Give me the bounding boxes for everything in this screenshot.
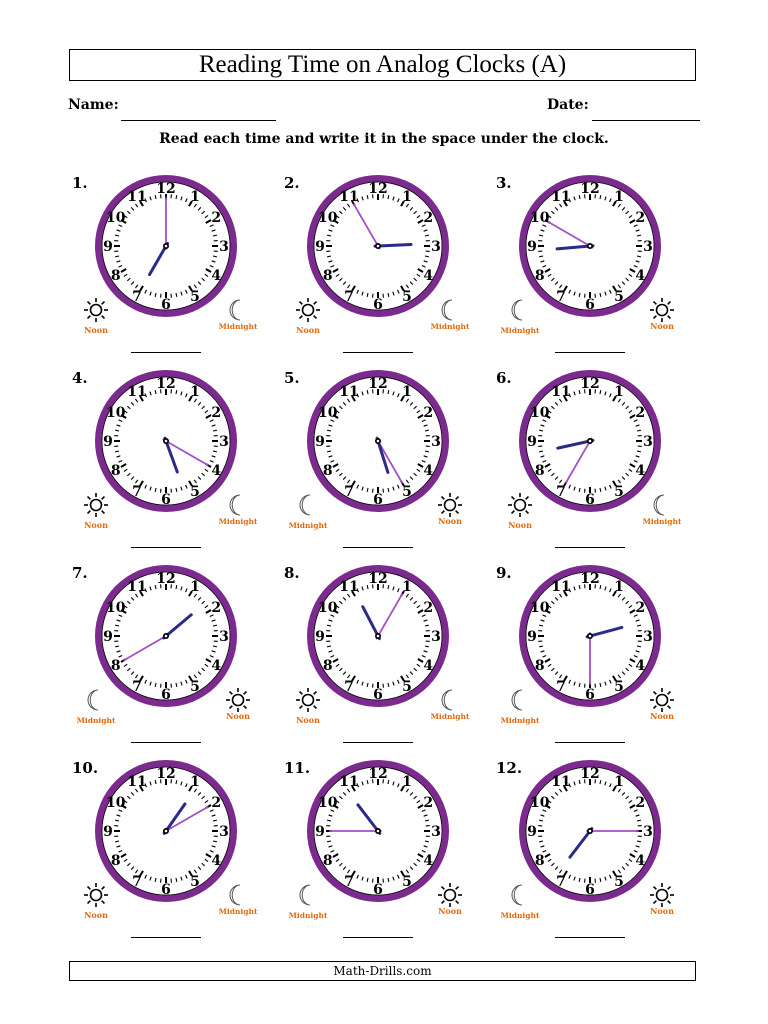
clock-numeral: 6 xyxy=(585,882,595,898)
time-of-day-indicator xyxy=(84,298,108,335)
clock-numeral: 6 xyxy=(373,882,383,898)
clock-numeral: 12 xyxy=(580,571,600,587)
clock-numeral: 6 xyxy=(373,687,383,703)
clock-numeral: 9 xyxy=(527,239,537,255)
clock-numeral: 11 xyxy=(551,188,571,205)
sun-icon xyxy=(438,493,462,517)
clock-numeral: 12 xyxy=(368,376,388,392)
clock-numeral: 11 xyxy=(551,578,571,595)
clock-numeral: 7 xyxy=(344,289,354,306)
clock-numeral: 6 xyxy=(585,297,595,313)
clock-problem xyxy=(280,367,500,562)
clock-numeral: 12 xyxy=(156,571,176,587)
clock-numeral: 5 xyxy=(614,484,624,501)
sun-icon xyxy=(296,688,320,712)
time-of-day-indicator xyxy=(431,300,470,331)
midnight-label: Midnight xyxy=(500,911,540,920)
sun-icon xyxy=(650,883,674,907)
moon-icon xyxy=(512,690,522,710)
clock-numeral: 1 xyxy=(614,773,624,790)
answer-line[interactable] xyxy=(131,352,201,353)
time-of-day-indicator xyxy=(431,690,470,721)
clock-numeral: 6 xyxy=(585,687,595,703)
clock-numeral: 5 xyxy=(402,874,412,891)
clock-numeral: 1 xyxy=(190,188,200,205)
time-of-day-indicator xyxy=(501,885,540,920)
clock-numeral: 7 xyxy=(132,874,142,891)
clock-numeral: 11 xyxy=(127,383,147,400)
clock-numeral: 3 xyxy=(431,629,441,645)
problem-number: 11. xyxy=(284,759,311,777)
analog-clock xyxy=(280,562,500,740)
time-of-day-indicator xyxy=(289,495,328,530)
clock-numeral: 6 xyxy=(373,492,383,508)
clock-numeral: 12 xyxy=(580,376,600,392)
analog-clock xyxy=(68,172,288,350)
analog-clock xyxy=(492,562,712,740)
clock-numeral: 6 xyxy=(373,297,383,313)
problem-number: 12. xyxy=(496,759,523,777)
clock-numeral: 4 xyxy=(635,658,646,674)
clock-numeral: 8 xyxy=(534,853,545,869)
midnight-label: Midnight xyxy=(288,911,328,920)
analog-clock xyxy=(492,172,712,350)
clock-numeral: 3 xyxy=(219,629,229,645)
clock-numeral: 9 xyxy=(527,434,537,450)
clock-numeral: 11 xyxy=(339,188,359,205)
clock-numeral: 3 xyxy=(219,824,229,840)
clock-numeral: 8 xyxy=(110,853,121,869)
clock-numeral: 8 xyxy=(110,463,121,479)
clock-numeral: 12 xyxy=(368,571,388,587)
midnight-label: Midnight xyxy=(430,322,470,331)
midnight-label: Midnight xyxy=(430,712,470,721)
clock-numeral: 9 xyxy=(103,629,113,645)
clock-numeral: 5 xyxy=(614,874,624,891)
clock-numeral: 2 xyxy=(635,795,646,811)
analog-clock xyxy=(492,367,712,545)
clock-numeral: 12 xyxy=(368,181,388,197)
clock-numeral: 10 xyxy=(318,795,338,811)
clock-numeral: 8 xyxy=(110,658,121,674)
noon-label: Noon xyxy=(296,715,320,725)
clock-numeral: 6 xyxy=(585,492,595,508)
problem-number: 2. xyxy=(284,174,300,192)
clock-numeral: 8 xyxy=(534,463,545,479)
clock-numeral: 11 xyxy=(339,578,359,595)
noon-label: Noon xyxy=(296,325,320,335)
clock-numeral: 3 xyxy=(431,239,441,255)
noon-label: Noon xyxy=(84,325,108,335)
clock-numeral: 5 xyxy=(402,289,412,306)
clock-numeral: 1 xyxy=(402,188,412,205)
clock-numeral: 11 xyxy=(339,773,359,790)
clock-numeral: 3 xyxy=(643,434,653,450)
answer-line[interactable] xyxy=(131,937,201,938)
clock-numeral: 2 xyxy=(211,210,222,226)
time-of-day-indicator xyxy=(226,688,250,721)
clock-numeral: 8 xyxy=(322,463,333,479)
time-of-day-indicator xyxy=(84,883,108,920)
moon-icon xyxy=(300,495,310,515)
clock-problem xyxy=(68,367,288,562)
time-of-day-indicator xyxy=(501,300,540,335)
clock-numeral: 2 xyxy=(211,600,222,616)
clock-numeral: 1 xyxy=(190,578,200,595)
clock-numeral: 7 xyxy=(344,679,354,696)
clock-numeral: 10 xyxy=(318,405,338,421)
sun-icon xyxy=(650,298,674,322)
clock-numeral: 7 xyxy=(556,874,566,891)
clock-numeral: 11 xyxy=(339,383,359,400)
noon-label: Noon xyxy=(438,516,462,526)
clock-numeral: 9 xyxy=(527,629,537,645)
answer-line[interactable] xyxy=(555,742,625,743)
sun-icon xyxy=(508,493,532,517)
midnight-label: Midnight xyxy=(218,907,258,916)
clock-numeral: 2 xyxy=(635,600,646,616)
clock-numeral: 6 xyxy=(161,297,171,313)
noon-label: Noon xyxy=(508,520,532,530)
clock-numeral: 3 xyxy=(219,434,229,450)
clock-numeral: 8 xyxy=(534,268,545,284)
clock-numeral: 4 xyxy=(211,463,222,479)
analog-clock xyxy=(280,367,500,545)
sun-icon xyxy=(84,493,108,517)
answer-line[interactable] xyxy=(555,937,625,938)
clock-numeral: 9 xyxy=(315,239,325,255)
answer-line[interactable] xyxy=(555,547,625,548)
clock-numeral: 10 xyxy=(318,210,338,226)
time-of-day-indicator xyxy=(77,690,116,725)
clock-numeral: 3 xyxy=(431,434,441,450)
clock-numeral: 12 xyxy=(580,766,600,782)
clock-numeral: 6 xyxy=(161,882,171,898)
analog-clock xyxy=(280,172,500,350)
answer-line[interactable] xyxy=(343,547,413,548)
clock-numeral: 5 xyxy=(402,484,412,501)
clock-numeral: 2 xyxy=(423,795,434,811)
clock-numeral: 3 xyxy=(431,824,441,840)
clock-numeral: 7 xyxy=(132,484,142,501)
problem-number: 4. xyxy=(72,369,88,387)
clock-numeral: 10 xyxy=(530,210,550,226)
problem-number: 6. xyxy=(496,369,512,387)
clock-numeral: 8 xyxy=(322,268,333,284)
clock-numeral: 11 xyxy=(127,578,147,595)
noon-label: Noon xyxy=(84,520,108,530)
noon-label: Noon xyxy=(438,906,462,916)
moon-icon xyxy=(88,690,98,710)
sun-icon xyxy=(226,688,250,712)
clock-problem xyxy=(492,562,712,757)
time-of-day-indicator xyxy=(650,883,674,916)
noon-label: Noon xyxy=(226,711,250,721)
clock-numeral: 4 xyxy=(423,853,434,869)
clock-numeral: 2 xyxy=(635,405,646,421)
instructions: Read each time and write it in the space under the clock. xyxy=(159,131,609,147)
clock-numeral: 5 xyxy=(402,679,412,696)
midnight-label: Midnight xyxy=(218,517,258,526)
clock-numeral: 1 xyxy=(190,383,200,400)
clock-numeral: 9 xyxy=(103,239,113,255)
clock-numeral: 7 xyxy=(132,289,142,306)
clock-numeral: 7 xyxy=(556,484,566,501)
clock-numeral: 6 xyxy=(161,687,171,703)
noon-label: Noon xyxy=(650,321,674,331)
clock-numeral: 4 xyxy=(423,463,434,479)
clock-numeral: 5 xyxy=(614,289,624,306)
time-of-day-indicator xyxy=(650,688,674,721)
analog-clock xyxy=(492,757,712,935)
clock-numeral: 1 xyxy=(402,773,412,790)
midnight-label: Midnight xyxy=(76,716,116,725)
clock-numeral: 10 xyxy=(106,210,126,226)
clock-numeral: 10 xyxy=(106,405,126,421)
clock-numeral: 4 xyxy=(211,853,222,869)
sun-icon xyxy=(650,688,674,712)
problem-number: 10. xyxy=(72,759,99,777)
clock-numeral: 4 xyxy=(635,463,646,479)
clock-problem xyxy=(68,757,288,952)
problem-number: 1. xyxy=(72,174,88,192)
midnight-label: Midnight xyxy=(500,326,540,335)
sun-icon xyxy=(296,298,320,322)
analog-clock xyxy=(68,562,288,740)
title-text: Reading Time on Analog Clocks (A) xyxy=(198,51,567,78)
clock-problem xyxy=(68,172,288,367)
analog-clock xyxy=(68,367,288,545)
time-of-day-indicator xyxy=(508,493,532,530)
clock-numeral: 2 xyxy=(423,405,434,421)
clock-numeral: 12 xyxy=(156,181,176,197)
analog-clock xyxy=(68,757,288,935)
noon-label: Noon xyxy=(650,906,674,916)
clock-numeral: 10 xyxy=(530,795,550,811)
clock-numeral: 4 xyxy=(211,658,222,674)
clock-numeral: 11 xyxy=(127,773,147,790)
clock-numeral: 4 xyxy=(423,658,434,674)
answer-line[interactable] xyxy=(343,352,413,353)
date-label: Date: xyxy=(547,97,589,113)
time-of-day-indicator xyxy=(438,883,462,916)
clock-numeral: 5 xyxy=(190,679,200,696)
time-of-day-indicator xyxy=(84,493,108,530)
clock-problem xyxy=(68,562,288,757)
clock-numeral: 7 xyxy=(556,289,566,306)
analog-clock xyxy=(280,757,500,935)
problem-number: 5. xyxy=(284,369,300,387)
clock-numeral: 11 xyxy=(551,383,571,400)
time-of-day-indicator xyxy=(296,688,320,725)
moon-icon xyxy=(300,885,310,905)
footer-text: Math-Drills.com xyxy=(333,964,432,978)
clock-numeral: 5 xyxy=(190,874,200,891)
clock-numeral: 3 xyxy=(643,824,653,840)
clock-numeral: 5 xyxy=(190,289,200,306)
clock-numeral: 7 xyxy=(132,679,142,696)
clock-problem xyxy=(280,757,500,952)
clock-numeral: 9 xyxy=(315,629,325,645)
answer-line[interactable] xyxy=(555,352,625,353)
clock-numeral: 12 xyxy=(156,766,176,782)
clock-numeral: 5 xyxy=(190,484,200,501)
time-of-day-indicator xyxy=(650,298,674,331)
clock-numeral: 1 xyxy=(402,578,412,595)
clock-numeral: 9 xyxy=(315,824,325,840)
clock-numeral: 8 xyxy=(534,658,545,674)
noon-label: Noon xyxy=(650,711,674,721)
clock-numeral: 8 xyxy=(110,268,121,284)
clock-numeral: 4 xyxy=(211,268,222,284)
problem-number: 7. xyxy=(72,564,88,582)
clock-numeral: 9 xyxy=(527,824,537,840)
clock-numeral: 4 xyxy=(423,268,434,284)
clock-numeral: 10 xyxy=(318,600,338,616)
answer-line[interactable] xyxy=(131,742,201,743)
clock-numeral: 10 xyxy=(106,600,126,616)
clock-numeral: 4 xyxy=(635,268,646,284)
clock-numeral: 1 xyxy=(614,578,624,595)
clock-problem xyxy=(492,172,712,367)
clock-numeral: 7 xyxy=(556,679,566,696)
midnight-label: Midnight xyxy=(218,322,258,331)
answer-line[interactable] xyxy=(343,937,413,938)
clock-numeral: 1 xyxy=(614,383,624,400)
problem-number: 9. xyxy=(496,564,512,582)
noon-label: Noon xyxy=(84,910,108,920)
footer xyxy=(69,961,696,981)
clock-numeral: 6 xyxy=(161,492,171,508)
moon-icon xyxy=(230,885,240,905)
clock-numeral: 8 xyxy=(322,658,333,674)
clock-numeral: 3 xyxy=(219,239,229,255)
problem-number: 3. xyxy=(496,174,512,192)
clock-numeral: 2 xyxy=(423,210,434,226)
name-label: Name: xyxy=(68,97,119,113)
clock-numeral: 1 xyxy=(614,188,624,205)
time-of-day-indicator xyxy=(219,300,258,331)
clock-numeral: 9 xyxy=(315,434,325,450)
midnight-label: Midnight xyxy=(288,521,328,530)
clock-numeral: 10 xyxy=(530,405,550,421)
clock-problem xyxy=(492,367,712,562)
time-of-day-indicator xyxy=(643,495,682,526)
clock-numeral: 7 xyxy=(344,874,354,891)
clock-numeral: 12 xyxy=(368,766,388,782)
moon-icon xyxy=(512,885,522,905)
answer-line[interactable] xyxy=(131,547,201,548)
time-of-day-indicator xyxy=(219,495,258,526)
clock-numeral: 4 xyxy=(635,853,646,869)
clock-numeral: 1 xyxy=(190,773,200,790)
clock-numeral: 12 xyxy=(156,376,176,392)
clock-numeral: 9 xyxy=(103,824,113,840)
clock-numeral: 2 xyxy=(211,795,222,811)
sun-icon xyxy=(438,883,462,907)
clock-numeral: 10 xyxy=(530,600,550,616)
moon-icon xyxy=(512,300,522,320)
sun-icon xyxy=(84,298,108,322)
problem-number: 8. xyxy=(284,564,300,582)
clock-numeral: 8 xyxy=(322,853,333,869)
midnight-label: Midnight xyxy=(500,716,540,725)
moon-icon xyxy=(654,495,664,515)
time-of-day-indicator xyxy=(501,690,540,725)
clock-numeral: 2 xyxy=(635,210,646,226)
clock-numeral: 2 xyxy=(211,405,222,421)
clock-problem xyxy=(280,172,500,367)
sun-icon xyxy=(84,883,108,907)
clock-numeral: 3 xyxy=(643,629,653,645)
clock-numeral: 11 xyxy=(127,188,147,205)
clock-numeral: 2 xyxy=(423,600,434,616)
clock-numeral: 5 xyxy=(614,679,624,696)
time-of-day-indicator xyxy=(438,493,462,526)
moon-icon xyxy=(442,690,452,710)
clock-numeral: 9 xyxy=(103,434,113,450)
time-of-day-indicator xyxy=(219,885,258,916)
clock-numeral: 7 xyxy=(344,484,354,501)
answer-line[interactable] xyxy=(343,742,413,743)
time-of-day-indicator xyxy=(296,298,320,335)
moon-icon xyxy=(442,300,452,320)
clock-numeral: 11 xyxy=(551,773,571,790)
clock-problem xyxy=(280,562,500,757)
clock-numeral: 10 xyxy=(106,795,126,811)
moon-icon xyxy=(230,300,240,320)
clock-numeral: 3 xyxy=(643,239,653,255)
time-of-day-indicator xyxy=(289,885,328,920)
clock-problem xyxy=(492,757,712,952)
moon-icon xyxy=(230,495,240,515)
clock-numeral: 1 xyxy=(402,383,412,400)
midnight-label: Midnight xyxy=(642,517,682,526)
clock-numeral: 12 xyxy=(580,181,600,197)
